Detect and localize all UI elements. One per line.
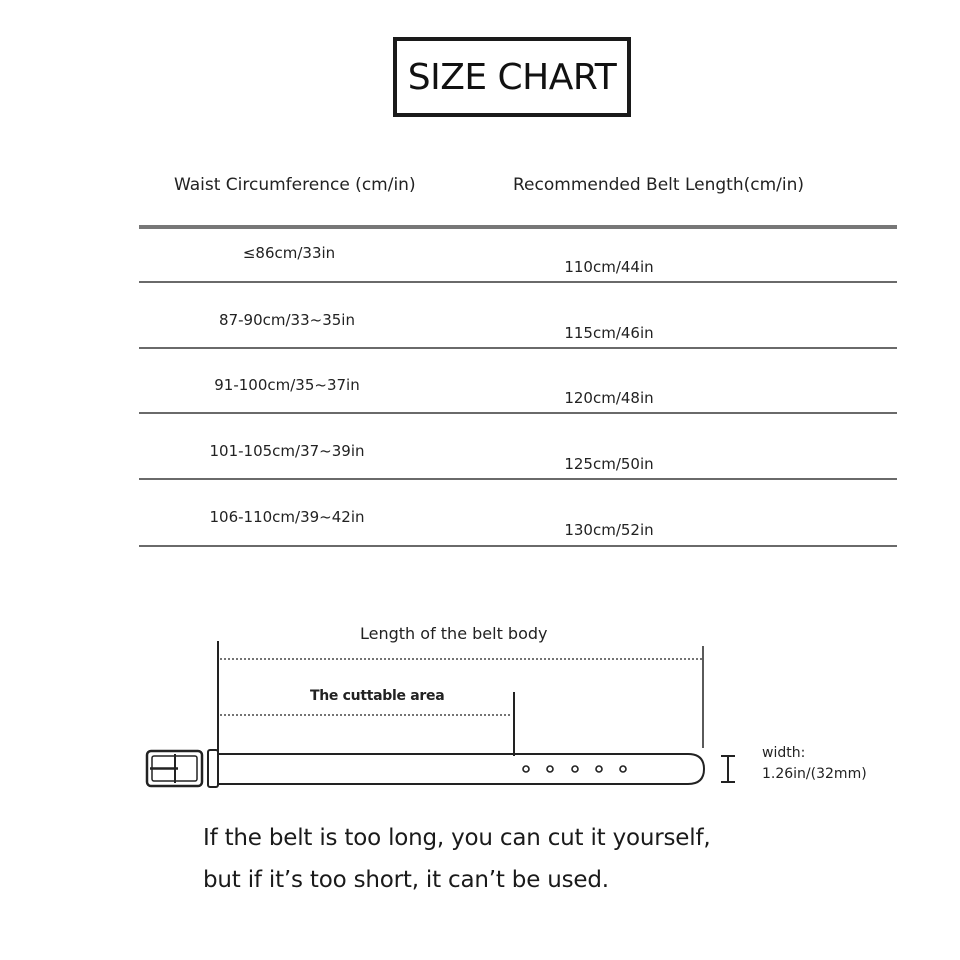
note-line-1: If the belt is too long, you can cut it yourself, — [203, 825, 711, 851]
belt-hole — [523, 766, 529, 772]
row-0-length: 110cm/44in — [564, 258, 654, 276]
row-2-length: 120cm/48in — [564, 389, 654, 407]
row-0-waist: ≤86cm/33in — [242, 244, 336, 262]
header-waist: Waist Circumference (cm/in) — [174, 175, 416, 195]
row-1-length: 115cm/46in — [564, 324, 654, 342]
row-1-waist: 87-90cm/33~35in — [219, 311, 355, 329]
body-length-label: Length of the belt body — [360, 624, 548, 643]
width-label: width: — [762, 745, 806, 761]
row-4-length: 130cm/52in — [564, 521, 654, 539]
belt-hole — [596, 766, 602, 772]
row-3-waist: 101-105cm/37~39in — [209, 442, 365, 460]
width-value: 1.26in/(32mm) — [762, 766, 867, 782]
row-4-waist: 106-110cm/39~42in — [209, 508, 365, 526]
note-line-2: but if it’s too short, it can’t be used. — [203, 867, 609, 893]
belt-hole — [620, 766, 626, 772]
page-title: SIZE CHART — [407, 56, 617, 98]
belt-strap — [218, 754, 704, 784]
belt-keeper — [208, 750, 218, 787]
header-belt-length: Recommended Belt Length(cm/in) — [513, 175, 805, 195]
belt-hole — [547, 766, 553, 772]
row-3-length: 125cm/50in — [564, 455, 654, 473]
row-2-waist: 91-100cm/35~37in — [214, 376, 360, 394]
cuttable-area-label: The cuttable area — [310, 688, 445, 704]
belt-hole — [572, 766, 578, 772]
